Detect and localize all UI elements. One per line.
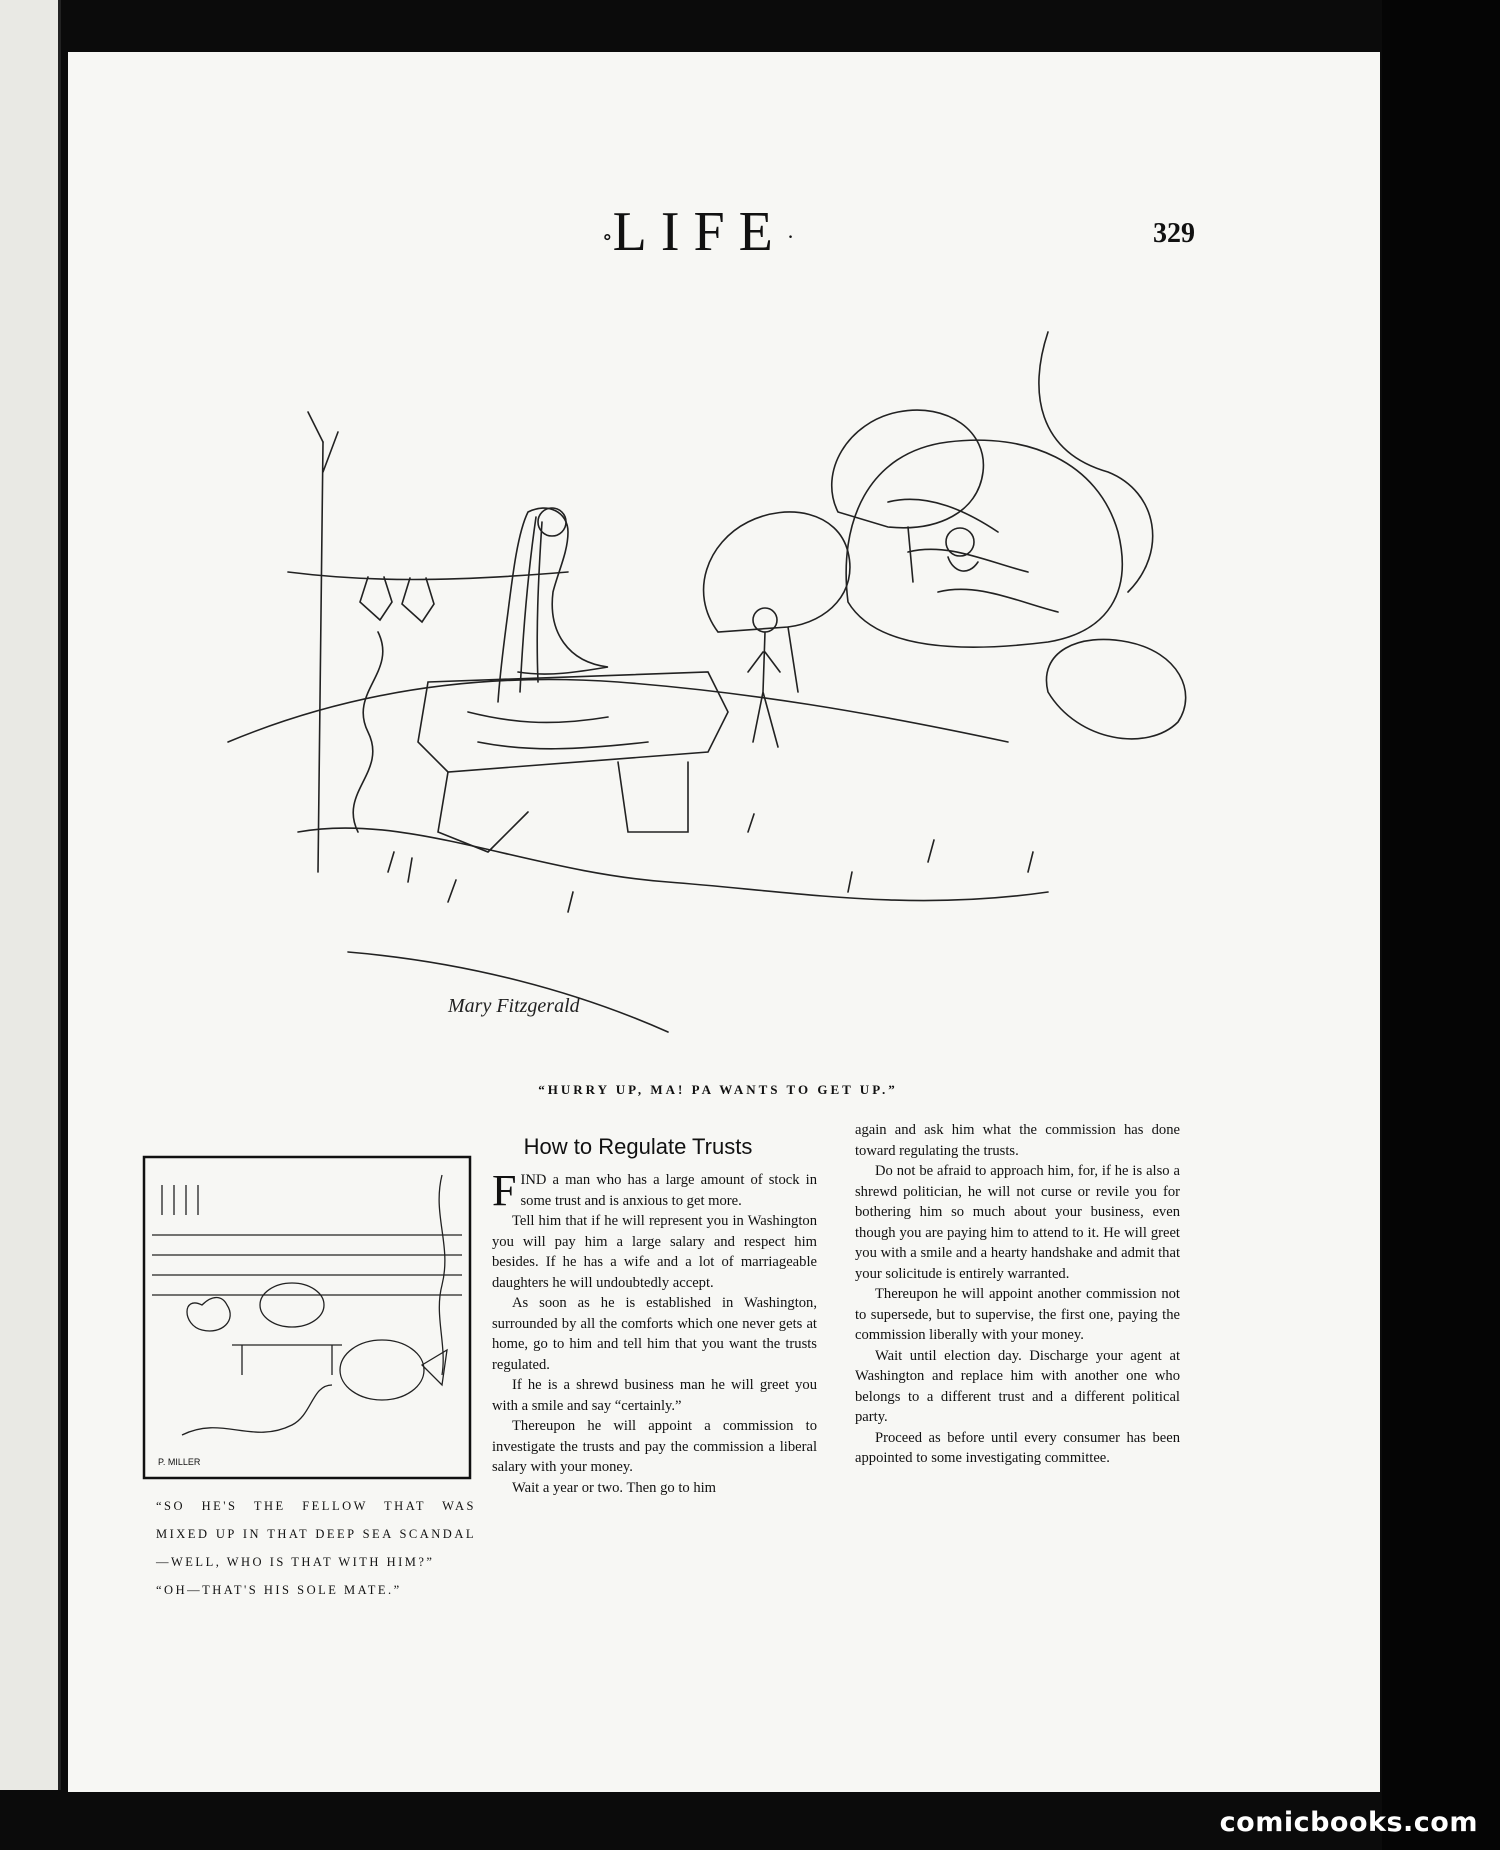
boulder-large bbox=[846, 440, 1122, 647]
small-cartoon-caption bbox=[156, 1492, 476, 1604]
magazine-page bbox=[68, 52, 1380, 1792]
masthead-title: LIFE bbox=[612, 201, 787, 263]
article-column-2 bbox=[855, 1120, 1180, 1469]
article-paragraph: Thereupon he will appoint another commission not to supersede, but to supervise, the first one, paying the commission liberally with your money. bbox=[855, 1286, 1180, 1343]
tree-left bbox=[704, 512, 850, 632]
tree-right bbox=[832, 410, 984, 528]
shell-figure bbox=[260, 1283, 324, 1327]
fish-figure bbox=[340, 1340, 424, 1400]
main-cartoon-illustration bbox=[148, 272, 1228, 1072]
article-paragraph: Tell him that if he will represent you in Washington you will pay him a large salary and respect him besides. If he has a wife and a lot of marriageable daughters he will undoubtedly accept. bbox=[492, 1213, 817, 1291]
main-cartoon-caption: “HURRY UP, MA! PA WANTS TO GET UP.” bbox=[538, 1082, 898, 1097]
main-cartoon-signature: Mary Fitzgerald bbox=[448, 995, 580, 1017]
scan-border bbox=[1382, 0, 1500, 1850]
facing-page-edge bbox=[0, 0, 61, 1790]
article-paragraph: As soon as he is established in Washington, surrounded by all the comforts which one never gets at home, go to him and tell him that you want the trusts regulated. bbox=[492, 1295, 817, 1373]
small-cartoon-illustration bbox=[142, 1155, 472, 1480]
drop-cap: F bbox=[492, 1166, 517, 1215]
article-paragraph: Wait a year or two. Then go to him bbox=[512, 1479, 717, 1496]
masthead-ornament-left: ∘ bbox=[601, 224, 613, 250]
man-head bbox=[946, 528, 974, 556]
boulder-small bbox=[1046, 639, 1185, 738]
watermark: comicbooks.com bbox=[1219, 1807, 1478, 1838]
smoke bbox=[353, 632, 383, 832]
masthead bbox=[548, 200, 848, 264]
hanging-garment-2 bbox=[402, 578, 434, 622]
small-caption-line-2: “OH—THAT'S HIS SOLE MATE.” bbox=[156, 1583, 402, 1597]
eel-figure bbox=[182, 1385, 332, 1435]
ground-line bbox=[228, 680, 1008, 743]
article-paragraph bbox=[492, 1166, 817, 1215]
clothesline bbox=[288, 572, 568, 580]
table bbox=[232, 1345, 342, 1375]
masthead-ornament-right: · bbox=[786, 224, 795, 250]
woman-figure bbox=[498, 508, 608, 702]
article-paragraph-text: IND a man who has a large amount of stock in some trust and is anxious to get more. bbox=[520, 1172, 817, 1209]
small-cartoon-signature: P. MILLER bbox=[158, 1457, 201, 1467]
hanging-garment-1 bbox=[360, 577, 392, 620]
article-title: How to Regulate Trusts bbox=[523, 1134, 753, 1159]
article-paragraph: Thereupon he will appoint a commission to investigate the trusts and pay the commission a liberal salary with your money. bbox=[492, 1418, 817, 1475]
article-paragraph: Proceed as before until every consumer has been appointed to some investigating committee. bbox=[855, 1429, 1180, 1466]
clothesline-pole bbox=[318, 442, 323, 872]
article-paragraph: Wait until election day. Discharge your agent at Washington and replace him with another one who belongs to a different trust and a different political party. bbox=[855, 1347, 1180, 1425]
crab-figure bbox=[187, 1298, 230, 1331]
article-paragraph: Do not be afraid to approach him, for, if he is also a shrewd politician, he will not curse or revile you for bothering him so much about your business, even though you are paying him to attend to it. He will greet you with a smile and a hearty handshake and admit that your solicitude is entirely warranted. bbox=[855, 1163, 1180, 1282]
child-figure bbox=[748, 632, 780, 747]
article-paragraph: If he is a shrewd business man he will greet you with a smile and say “certainly.” bbox=[492, 1377, 817, 1414]
article-paragraph: again and ask him what the commission has done toward regulating the trusts. bbox=[855, 1122, 1180, 1159]
article-column-1 bbox=[492, 1166, 817, 1498]
page-number: 329 bbox=[1153, 218, 1195, 249]
small-caption-line-1: “SO HE'S THE FELLOW THAT WAS MIXED UP IN THAT DEEP SEA SCANDAL—WELL, WHO IS THAT WITH HIM?” bbox=[156, 1499, 476, 1569]
